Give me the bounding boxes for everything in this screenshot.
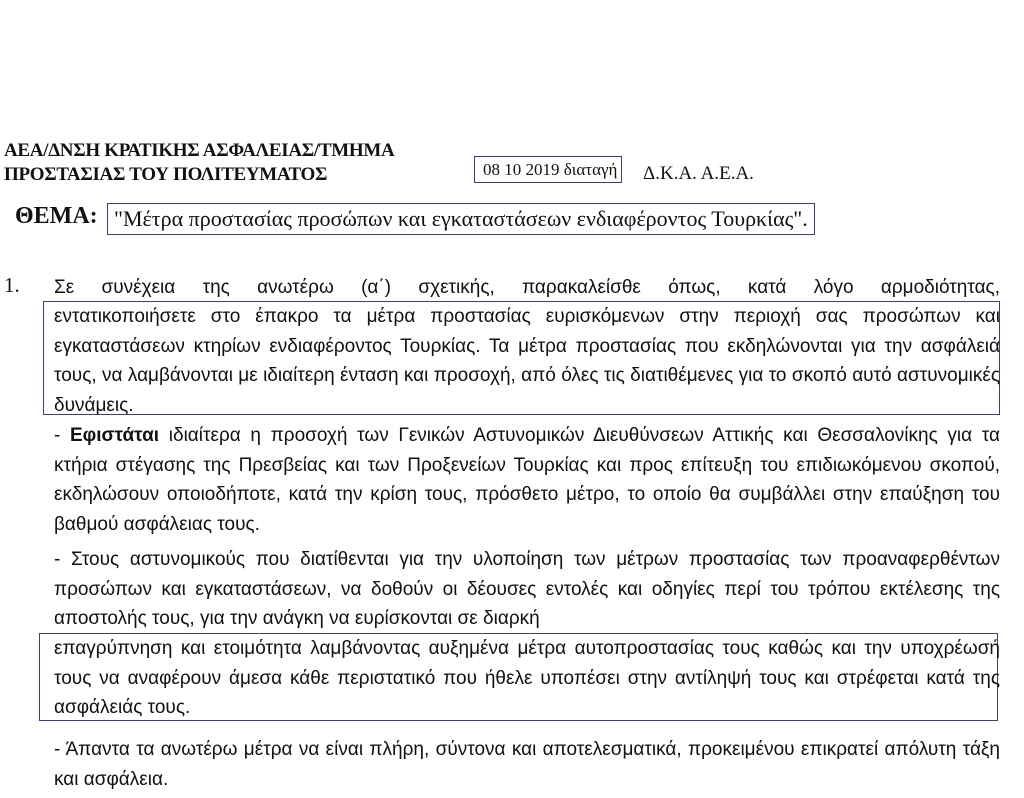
- subject-label: ΘΕΜΑ:: [15, 203, 98, 229]
- authority-code: Δ.Κ.Α. Α.Ε.Α.: [643, 163, 754, 184]
- paragraph-2-bold-lead: Εφιστάται: [70, 425, 160, 446]
- department-line-2: ΠΡΟΣΤΑΣΙΑΣ ΤΟΥ ΠΟΛΙΤΕΥΜΑΤΟΣ: [4, 164, 328, 185]
- paragraph-2: [54, 421, 1000, 539]
- paragraph-2-text: ιδιαίτερα η προσοχή των Γενικών Αστυνομικών Διευθύνσεων Αττικής και Θεσσαλονίκης για τα κτήρια στέγασης της Πρεσβείας και των Προξενείων Τουρκίας και προς επίτευξη του επιδιωκόμενου σκοπού, εκδηλώσουν οποιοδήποτε, κατά την κρίση τους, πρόσθετο μέτρο, το οποίο θα συμβάλλει στην επαύξηση του βαθμού ασφάλειας τους.: [54, 425, 1001, 535]
- department-line-1: ΑΕΑ/ΔΝΣΗ ΚΡΑΤΙΚΗΣ ΑΣΦΑΛΕΙΑΣ/ΤΜΗΜΑ: [4, 140, 395, 161]
- paragraph-3-open: - Στους αστυνομικούς που διατίθενται για την υλοποίηση των μέτρων προστασίας των προαναφερθέντων προσώπων και εγκαταστάσεων, να δοθούν οι δέουσες εντολές και οδηγίες περί του τρόπου εκτέλεσης της αποστολής τους, για την ανάγκη να ευρίσκονται σε διαρκή: [54, 549, 1000, 629]
- paragraph-1-boxed: εντατικοποιήσετε στο έπακρο τα μέτρα προστασίας ευρισκόμενων στην περιοχή σας προσώπων και εγκαταστάσεων κτηρίων ενδιαφέροντος Τουρκίας. Τα μέτρα προστασίας που εκδηλώνονται για την ασφάλειά τους, να λαμβάνονται με ιδιαίτερη ένταση και προσοχή, από όλες τις διατιθέμενες για το σκοπό αυτό αστυνομικές δυνάμεις.: [54, 306, 1000, 416]
- paragraph-3-boxed: επαγρύπνηση και ετοιμότητα λαμβάνοντας αυξημένα μέτρα αυτοπροστασίας τους καθώς και την υποχρέωσή τους να αναφέρουν άμεσα κάθε περιστατικό που ήθελε υποπέσει στην αντίληψή τους και στρέφεται κατά της ασφάλειάς τους.: [54, 638, 1000, 718]
- paragraph-2-dash: -: [54, 425, 61, 446]
- item-number: 1.: [4, 273, 20, 297]
- subject-box: "Μέτρα προστασίας προσώπων και εγκαταστάσεων ενδιαφέροντος Τουρκίας".: [107, 203, 815, 235]
- date-reference-box: 08 10 2019 διαταγή: [474, 156, 622, 183]
- paragraph-1-intro: Σε συνέχεια της ανωτέρω (α΄) σχετικής, παρακαλείσθε όπως, κατά λόγο αρμοδιότητας,: [54, 277, 1000, 298]
- paragraph-4: - Άπαντα τα ανωτέρω μέτρα να είναι πλήρη, σύντονα και αποτελεσματικά, προκειμένου επικρατεί απόλυτη τάξη και ασφάλεια.: [54, 739, 1000, 790]
